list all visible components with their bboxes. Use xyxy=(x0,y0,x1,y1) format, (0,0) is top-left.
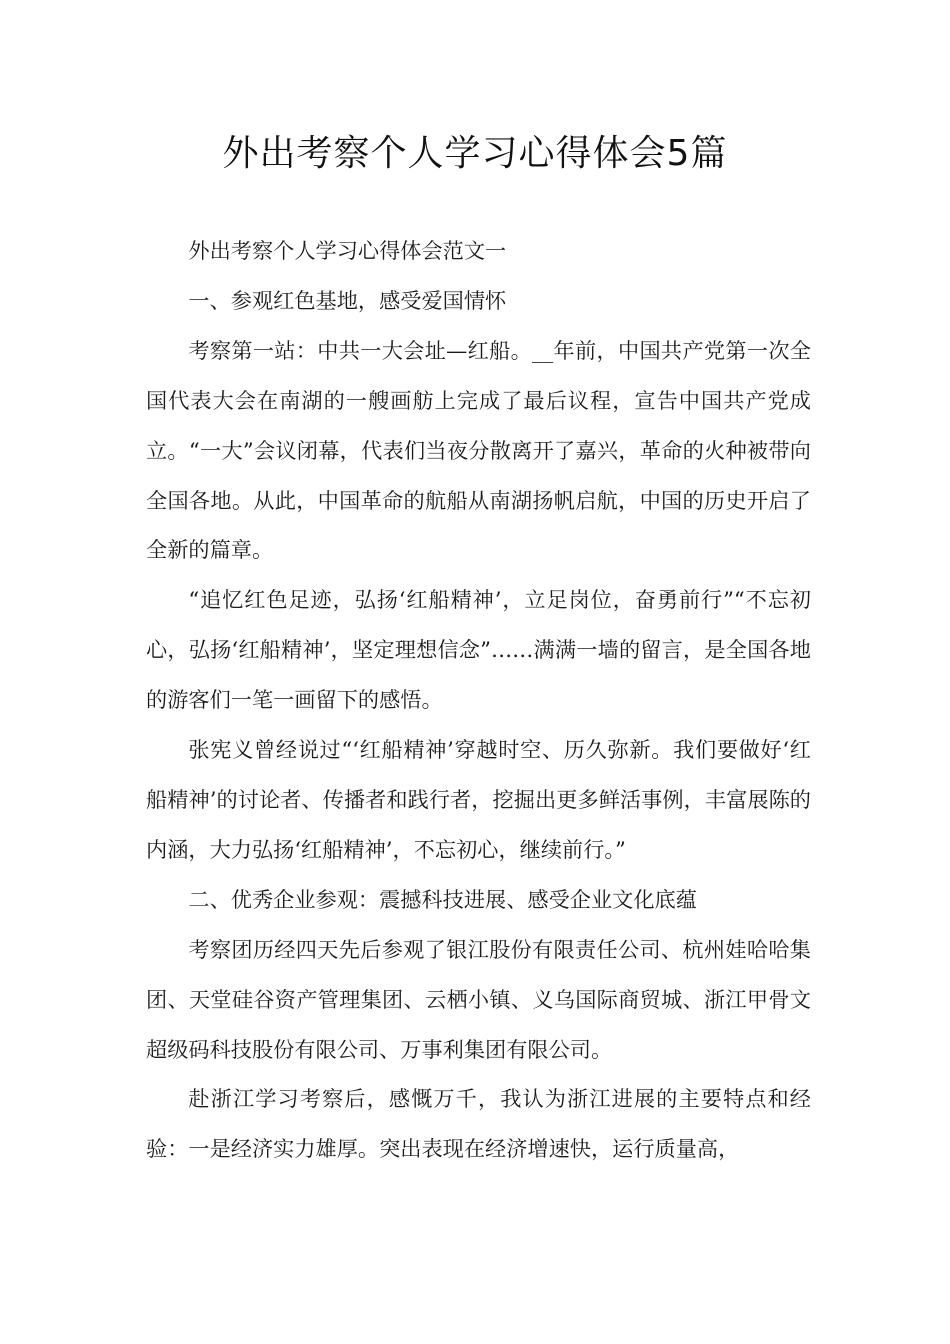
paragraph-section-heading-1: 一、参观红色基地，感受爱国情怀 xyxy=(188,287,507,313)
document-title: 外出考察个人学习心得体会5篇 xyxy=(222,133,728,174)
document-body xyxy=(146,226,811,1174)
paragraph: 考察团历经四天先后参观了银江股份有限责任公司、杭州娃哈哈集团、天堂硅谷资产管理集团、云栖小镇、义乌国际商贸城、浙江甲骨文超级码科技股份有限公司、万事利集团有限公司。 xyxy=(146,936,811,1062)
paragraph: 赴浙江学习考察后，感慨万千，我认为浙江进展的主要特点和经验：一是经济实力雄厚。突出表现在经济增速快，运行质量高， xyxy=(146,1086,811,1162)
paragraph-subtitle: 外出考察个人学习心得体会范文一 xyxy=(188,238,507,263)
paragraph-section-heading-2: 二、优秀企业参观：震撼科技进展、感受企业文化底蕴 xyxy=(188,886,697,912)
paragraph: 张宪义曾经说过“‘红船精神’穿越时空、历久弥新。我们要做好‘红船精神’的讨论者、传播者和践行者，挖掘出更多鲜活事例，丰富展陈的内涵，大力弘扬‘红船精神’，不忘初心，继续前行。” xyxy=(146,737,811,862)
paragraph: “追忆红色足迹，弘扬‘红船精神’，立足岗位，奋勇前行”“不忘初心，弘扬‘红船精神’，坚定理想信念”……满满一墙的留言，是全国各地的游客们一笔一画留下的感悟。 xyxy=(146,587,811,713)
paragraph: 考察第一站：中共一大会址—红船。__年前，中国共产党第一次全国代表大会在南湖的一艘画舫上完成了最后议程，宣告中国共产党成立。“一大”会议闭幕，代表们当夜分散离开了嘉兴，革命的火种被带向全国各地。从此，中国革命的航船从南湖扬帆启航，中国的历史开启了全新的篇章。 xyxy=(146,337,811,563)
